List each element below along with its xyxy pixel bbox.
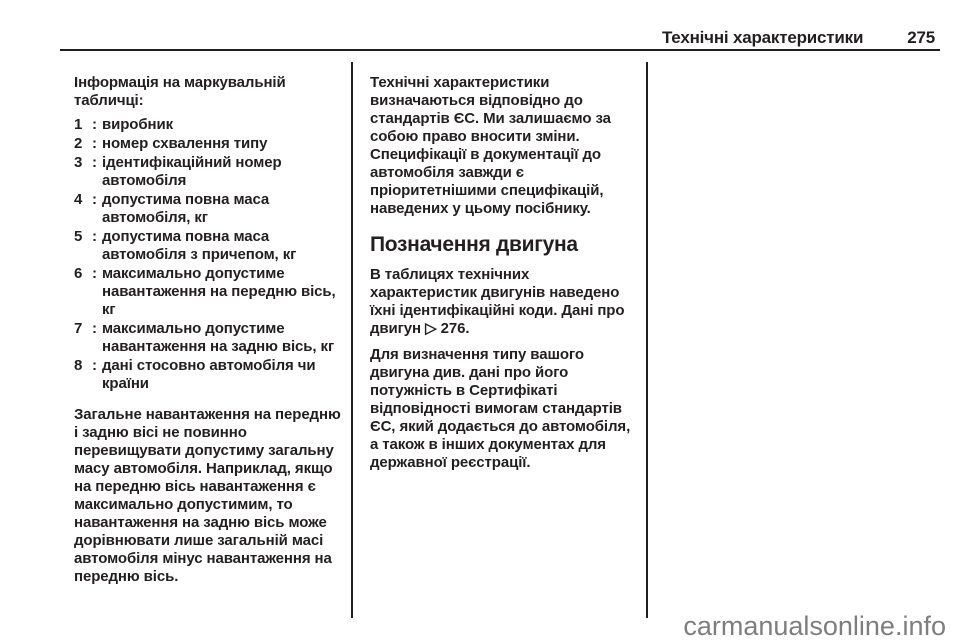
legend-number: 1 [74, 116, 83, 133]
legend-item [74, 320, 342, 356]
legend-number: 7 [74, 320, 83, 337]
legend-colon: : [92, 228, 97, 245]
legend-item [74, 265, 342, 319]
legend-number: 8 [74, 357, 83, 374]
legend-item [74, 154, 342, 190]
legend-text: номер схвалення типу [102, 135, 268, 152]
engine-code-text: В таблицях технічних характеристик двигунів наведено їхні ідентифікаційні коди. Дані про двигун [370, 266, 625, 337]
legend-colon: : [92, 116, 97, 133]
column-2 [370, 74, 636, 478]
marking-plate-intro: Інформація на маркувальній табличці: [74, 74, 286, 109]
legend-item [74, 228, 342, 264]
marking-plate-legend [74, 116, 342, 393]
legend-item [74, 135, 342, 153]
column-3-empty [660, 74, 940, 614]
legend-text: дані стосовно автомобіля чи країни [102, 357, 316, 392]
legend-number: 4 [74, 191, 83, 208]
legend-item [74, 191, 342, 227]
column-divider-1 [351, 62, 353, 618]
legend-colon: : [92, 191, 97, 208]
page-reference-number: 276. [440, 320, 470, 337]
engine-type-paragraph: Для визначення типу вашого двигуна див. дані про його потужність в Сертифікаті відповідності вимогам стандартів ЄС, який додається до автомобіля, а також в інших документах для державної реєстрації. [370, 346, 631, 471]
page-number: 275 [907, 28, 935, 47]
legend-text: ідентифікаційний номер автомобіля [102, 154, 282, 189]
column-1 [74, 74, 342, 592]
engine-designation-heading: Позначення двигуна [370, 233, 578, 256]
legend-colon: : [92, 265, 97, 282]
legend-number: 2 [74, 135, 83, 152]
header-rule [60, 49, 940, 51]
axle-load-paragraph: Загальне навантаження на передню і задню вісі не повинно перевищувати допустиму загальну масу автомобіля. Наприклад, якщо на передню вісь навантаження є максимально допустимим, то навантаження на задню вісь може дорівнювати лише загальній масі автомобіля мінус навантаження на передню вісь. [74, 406, 341, 585]
watermark-text: carmanualsonline.info [683, 611, 946, 641]
legend-number: 3 [74, 154, 83, 171]
legend-colon: : [92, 135, 97, 152]
legend-item [74, 357, 342, 393]
page-reference-arrow-icon: ▷ [425, 320, 437, 337]
legend-number: 6 [74, 265, 83, 282]
column-divider-2 [646, 62, 648, 618]
legend-colon: : [92, 154, 97, 171]
legend-text: виробник [102, 116, 174, 133]
legend-colon: : [92, 357, 97, 374]
specs-intro-paragraph: Технічні характеристики визначаються відповідно до стандартів ЄС. Ми залишаємо за собою право вносити зміни. Специфікації в документації до автомобіля завжди є пріоритетнішими специфікацій, наведених у цьому посібнику. [370, 74, 611, 217]
engine-code-paragraph [370, 266, 636, 338]
legend-text: допустима повна маса автомобіля, кг [102, 191, 270, 226]
legend-number: 5 [74, 228, 83, 245]
legend-text: максимально допустиме навантаження на передню вісь, кг [102, 265, 336, 318]
legend-colon: : [92, 320, 97, 337]
page-header-title: Технічні характеристики [661, 28, 864, 47]
legend-text: максимально допустиме навантаження на задню вісь, кг [102, 320, 335, 355]
page-header [60, 28, 935, 48]
legend-text: допустима повна маса автомобіля з причепом, кг [102, 228, 297, 263]
legend-item [74, 116, 342, 134]
